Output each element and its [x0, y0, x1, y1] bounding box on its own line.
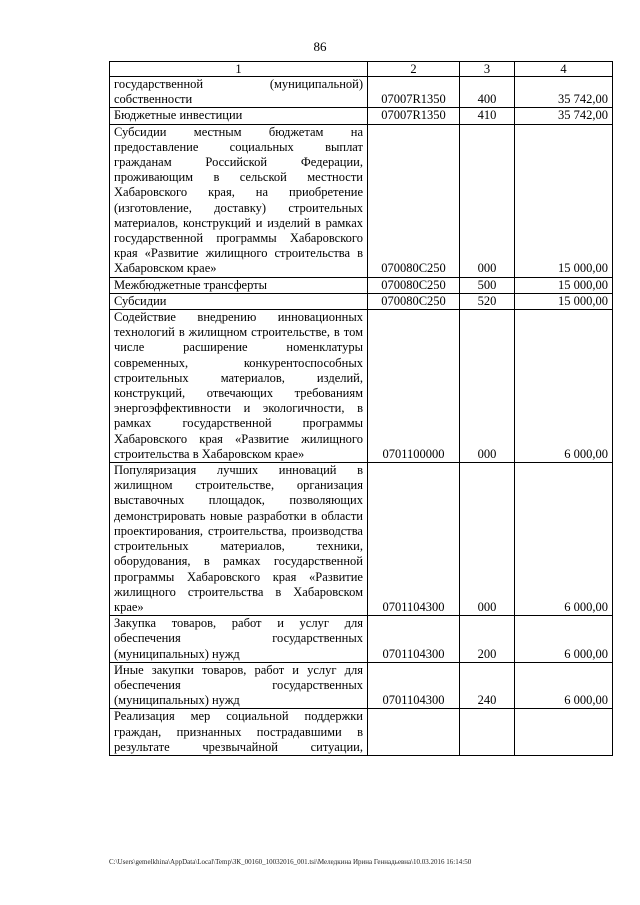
row-description: Иные закупки товаров, работ и услуг для обеспечения государственных (муниципальных) нужд	[110, 662, 368, 709]
table-row	[110, 310, 613, 463]
row-amount	[515, 709, 613, 756]
table-row	[110, 124, 613, 277]
row-expense-type: 500	[460, 277, 515, 293]
row-amount: 35 742,00	[515, 77, 613, 108]
table-row	[110, 108, 613, 124]
row-description: государственной (муниципальной) собственности	[110, 77, 368, 108]
document-footer-path: C:\Users\gemelkhina\AppData\Local\Temp\ЗК_00160_10032016_001.tsi\Меледкина Ирина Геннадьевна\10.03.2016 16:14:50	[109, 858, 472, 866]
row-amount: 15 000,00	[515, 277, 613, 293]
row-expense-type: 410	[460, 108, 515, 124]
table-row	[110, 293, 613, 309]
row-amount: 6 000,00	[515, 463, 613, 616]
row-description: Реализация мер социальной поддержки граждан, признанных пострадавшими в результате чрезвычайной ситуации,	[110, 709, 368, 756]
table-row	[110, 463, 613, 616]
row-amount: 6 000,00	[515, 616, 613, 663]
row-expense-type: 000	[460, 310, 515, 463]
row-description: Бюджетные инвестиции	[110, 108, 368, 124]
row-amount: 35 742,00	[515, 108, 613, 124]
row-expense-type: 240	[460, 662, 515, 709]
row-description: Субсидии	[110, 293, 368, 309]
column-header-2: 2	[368, 62, 460, 77]
row-amount: 6 000,00	[515, 310, 613, 463]
table-row	[110, 77, 613, 108]
table-header-row	[110, 62, 613, 77]
budget-table	[109, 61, 613, 756]
row-code: 0701104300	[368, 616, 460, 663]
row-amount: 6 000,00	[515, 662, 613, 709]
row-expense-type	[460, 709, 515, 756]
row-description: Закупка товаров, работ и услуг для обеспечения государственных (муниципальных) нужд	[110, 616, 368, 663]
row-amount: 15 000,00	[515, 293, 613, 309]
row-code: 070080С250	[368, 124, 460, 277]
row-expense-type: 000	[460, 463, 515, 616]
column-header-1: 1	[110, 62, 368, 77]
row-description: Популяризация лучших инноваций в жилищном строительстве, организация выставочных площадок, позволяющих демонстрировать новые разработки в области проектирования, строительства, производства строительных материалов, техники, оборудования, в рамках государственной программы Хабаровского края «Развитие жилищного строительства в Хабаровском крае»	[110, 463, 368, 616]
table-row	[110, 662, 613, 709]
column-header-4: 4	[515, 62, 613, 77]
row-description: Содействие внедрению инновационных технологий в жилищном строительстве, в том числе расширение номенклатуры современных, конкурентоспособных строительных материалов, изделий, конструкций, отвечающих требованиям энергоэффективности и экологичности, в рамках государственной программы Хабаровского края «Развитие жилищного строительства в Хабаровском крае»	[110, 310, 368, 463]
row-expense-type: 000	[460, 124, 515, 277]
row-code: 0701104300	[368, 463, 460, 616]
row-code: 07007R1350	[368, 77, 460, 108]
row-code: 07007R1350	[368, 108, 460, 124]
page-number: 86	[313, 39, 327, 54]
row-description: Межбюджетные трансферты	[110, 277, 368, 293]
row-code	[368, 709, 460, 756]
row-expense-type: 200	[460, 616, 515, 663]
row-code: 0701104300	[368, 662, 460, 709]
row-expense-type: 520	[460, 293, 515, 309]
row-amount: 15 000,00	[515, 124, 613, 277]
row-code: 0701100000	[368, 310, 460, 463]
row-description: Субсидии местным бюджетам на предоставление социальных выплат гражданам Российской Федерации, проживающим в сельской местности Хабаровского края, на приобретение (изготовление, доставку) строительных материалов, конструкций и изделий в рамках государственной программы Хабаровского края «Развитие жилищного строительства в Хабаровском крае»	[110, 124, 368, 277]
row-code: 070080С250	[368, 293, 460, 309]
table-row	[110, 277, 613, 293]
column-header-3: 3	[460, 62, 515, 77]
table-row	[110, 616, 613, 663]
table-row	[110, 709, 613, 756]
row-expense-type: 400	[460, 77, 515, 108]
row-code: 070080С250	[368, 277, 460, 293]
